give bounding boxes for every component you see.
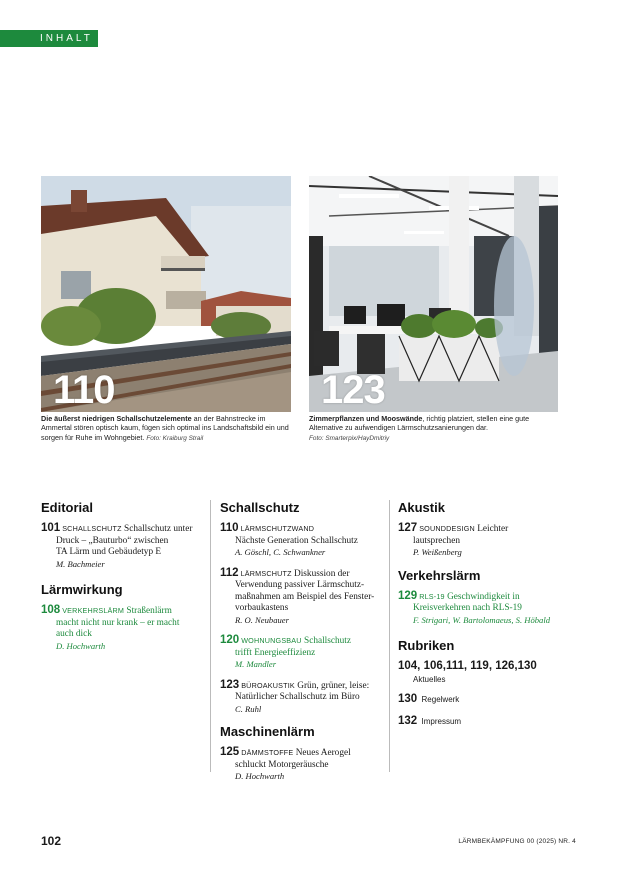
toc-entry[interactable] <box>398 716 578 729</box>
toc-column-2 <box>220 500 380 792</box>
entry-title: Leichter <box>474 524 509 534</box>
photo-office-plants <box>309 176 558 412</box>
entry-title: Grün, grüner, leise: <box>294 680 370 691</box>
section-heading: Verkehrslärm <box>398 567 481 583</box>
section-heading: Editorial <box>41 500 94 515</box>
entry-author: R. O. Neubauer <box>235 614 289 625</box>
entry-title: Verwendung passiver Lärmschutz- <box>235 580 365 590</box>
entry-author: D. Hochwarth <box>235 771 285 781</box>
entry-title: Druck – „Bauturbo“ zwischen <box>56 535 169 546</box>
topic-keyword: LÄRMSCHUTZ <box>240 568 292 578</box>
entry-author: M. Bachmeier <box>56 558 105 569</box>
entry-title: Kreisverkehren nach RLS-19 <box>413 603 522 613</box>
photo-railway-noise-barrier <box>41 176 291 412</box>
entry-title: Schallschutz unter <box>121 524 193 534</box>
entry-author: A. Göschl, C. Schwankner <box>235 547 326 557</box>
column-divider <box>389 500 390 772</box>
section-tab: INHALT <box>0 30 98 47</box>
entry-author: C. Ruhl <box>235 703 262 714</box>
photo-page-number: 110 <box>53 368 115 412</box>
rubric-label: Aktuelles <box>413 674 446 684</box>
section-heading: Lärmwirkung <box>41 582 123 597</box>
page-number: 130 <box>398 693 418 705</box>
topic-keyword: BÜROAKUSTIK <box>241 680 295 690</box>
rubric-label: Regelwerk <box>421 695 460 704</box>
page-number-footer: 102 <box>41 834 62 848</box>
page-number: 125 <box>220 746 240 758</box>
entry-title: Straßenlärm <box>124 606 172 616</box>
toc-entry[interactable] <box>41 605 207 652</box>
topic-keyword: LÄRMSCHUTZWAND <box>240 524 315 533</box>
photo-credit: Foto: Smarterpix/HayDmitriy <box>309 434 390 442</box>
topic-keyword: WOHNUNGSBAU <box>241 636 302 645</box>
topic-keyword: DÄMMSTOFFE <box>241 748 294 757</box>
page-number: 132 <box>398 714 418 727</box>
section-heading: Schallschutz <box>220 500 300 515</box>
toc-column-1 <box>41 500 207 661</box>
page-number: 127 <box>398 522 418 534</box>
caption-bold: Zimmerpflanzen und Mooswände <box>309 414 423 423</box>
page-number: 108 <box>41 604 61 616</box>
section-heading: Akustik <box>398 500 445 515</box>
toc-entry[interactable] <box>220 680 380 716</box>
page-number: 129 <box>398 589 418 602</box>
entry-title: Natürlicher Schallschutz im Büro <box>235 692 360 702</box>
photo-page-number: 123 <box>321 368 385 412</box>
toc-entry[interactable] <box>398 591 578 627</box>
rubric-label: Impressum <box>421 716 462 726</box>
entry-title: Geschwindigkeit in <box>444 591 520 602</box>
entry-title: Schallschutz <box>301 636 352 646</box>
toc-entry[interactable] <box>220 635 380 671</box>
topic-keyword: RLS-19 <box>419 591 445 601</box>
entry-title: schluckt Motorgeräusche <box>235 759 329 770</box>
topic-keyword: SOUNDDESIGN <box>419 524 475 533</box>
page-number: 112 <box>220 566 239 579</box>
photo-caption <box>41 414 291 443</box>
entry-title: lautsprechen <box>413 535 460 546</box>
caption-bold: Die äußerst niedrigen Schallschutzelemente <box>41 414 192 423</box>
entry-title: Diskussion der <box>291 568 350 579</box>
entry-title: Neues Aerogel <box>293 748 351 758</box>
entry-title: auch dick <box>56 629 92 639</box>
topic-keyword: SCHALLSCHUTZ <box>62 524 122 533</box>
section-heading: Maschinenlärm <box>220 724 315 739</box>
caption-text: , richtig platziert, stellen eine gute Alternative zu aufwendigen Lärmschutzsanierungen dar. <box>309 414 530 433</box>
entry-title: Nächste Generation Schallschutz <box>235 535 358 546</box>
entry-author: D. Hochwarth <box>56 640 106 651</box>
toc-entry[interactable] <box>398 523 578 559</box>
entry-author: P. Weißenberg <box>413 547 462 557</box>
toc-entry[interactable] <box>220 523 380 559</box>
entry-title: macht nicht nur krank – er macht <box>56 617 180 628</box>
toc-column-3 <box>398 500 578 737</box>
page-number: 104, 106,111, 119, 126,130 <box>398 660 537 672</box>
entry-title: vorbaukastens <box>235 603 289 613</box>
caption-text: an der Bahnstrecke im Ammertal stören optisch kaum, fügen sich optimal ins Landschaftsbild ein und sorgen für Ruhe im Wohngebiet. <box>41 414 289 442</box>
page-number: 123 <box>220 678 240 691</box>
entry-title: trifft Energieeffizienz <box>235 647 316 658</box>
entry-title: TA Lärm und Gebäudetyp E <box>56 547 162 557</box>
toc-entry[interactable] <box>41 523 207 570</box>
photo-caption <box>309 414 559 443</box>
toc-entry[interactable] <box>220 568 380 627</box>
entry-author: M. Mandler <box>235 659 277 669</box>
column-divider <box>210 500 211 772</box>
topic-keyword: VERKEHRSLÄRM <box>62 606 125 615</box>
photo-credit: Foto: Kraiburg Strail <box>146 434 204 442</box>
entry-title: maßnahmen am Beispiel des Fenster- <box>235 591 375 602</box>
toc-entry[interactable] <box>398 661 578 685</box>
section-heading: Rubriken <box>398 638 455 653</box>
publication-line: LÄRMBEKÄMPFUNG 00 (2025) NR. 4 <box>458 838 576 845</box>
toc-entry[interactable] <box>220 747 380 783</box>
toc-entry[interactable] <box>398 694 578 707</box>
page-number: 110 <box>220 522 239 534</box>
page-number: 120 <box>220 634 240 646</box>
page-number: 101 <box>41 522 61 534</box>
entry-author: F. Strigari, W. Bartolomaeus, S. Höbald <box>413 614 551 625</box>
